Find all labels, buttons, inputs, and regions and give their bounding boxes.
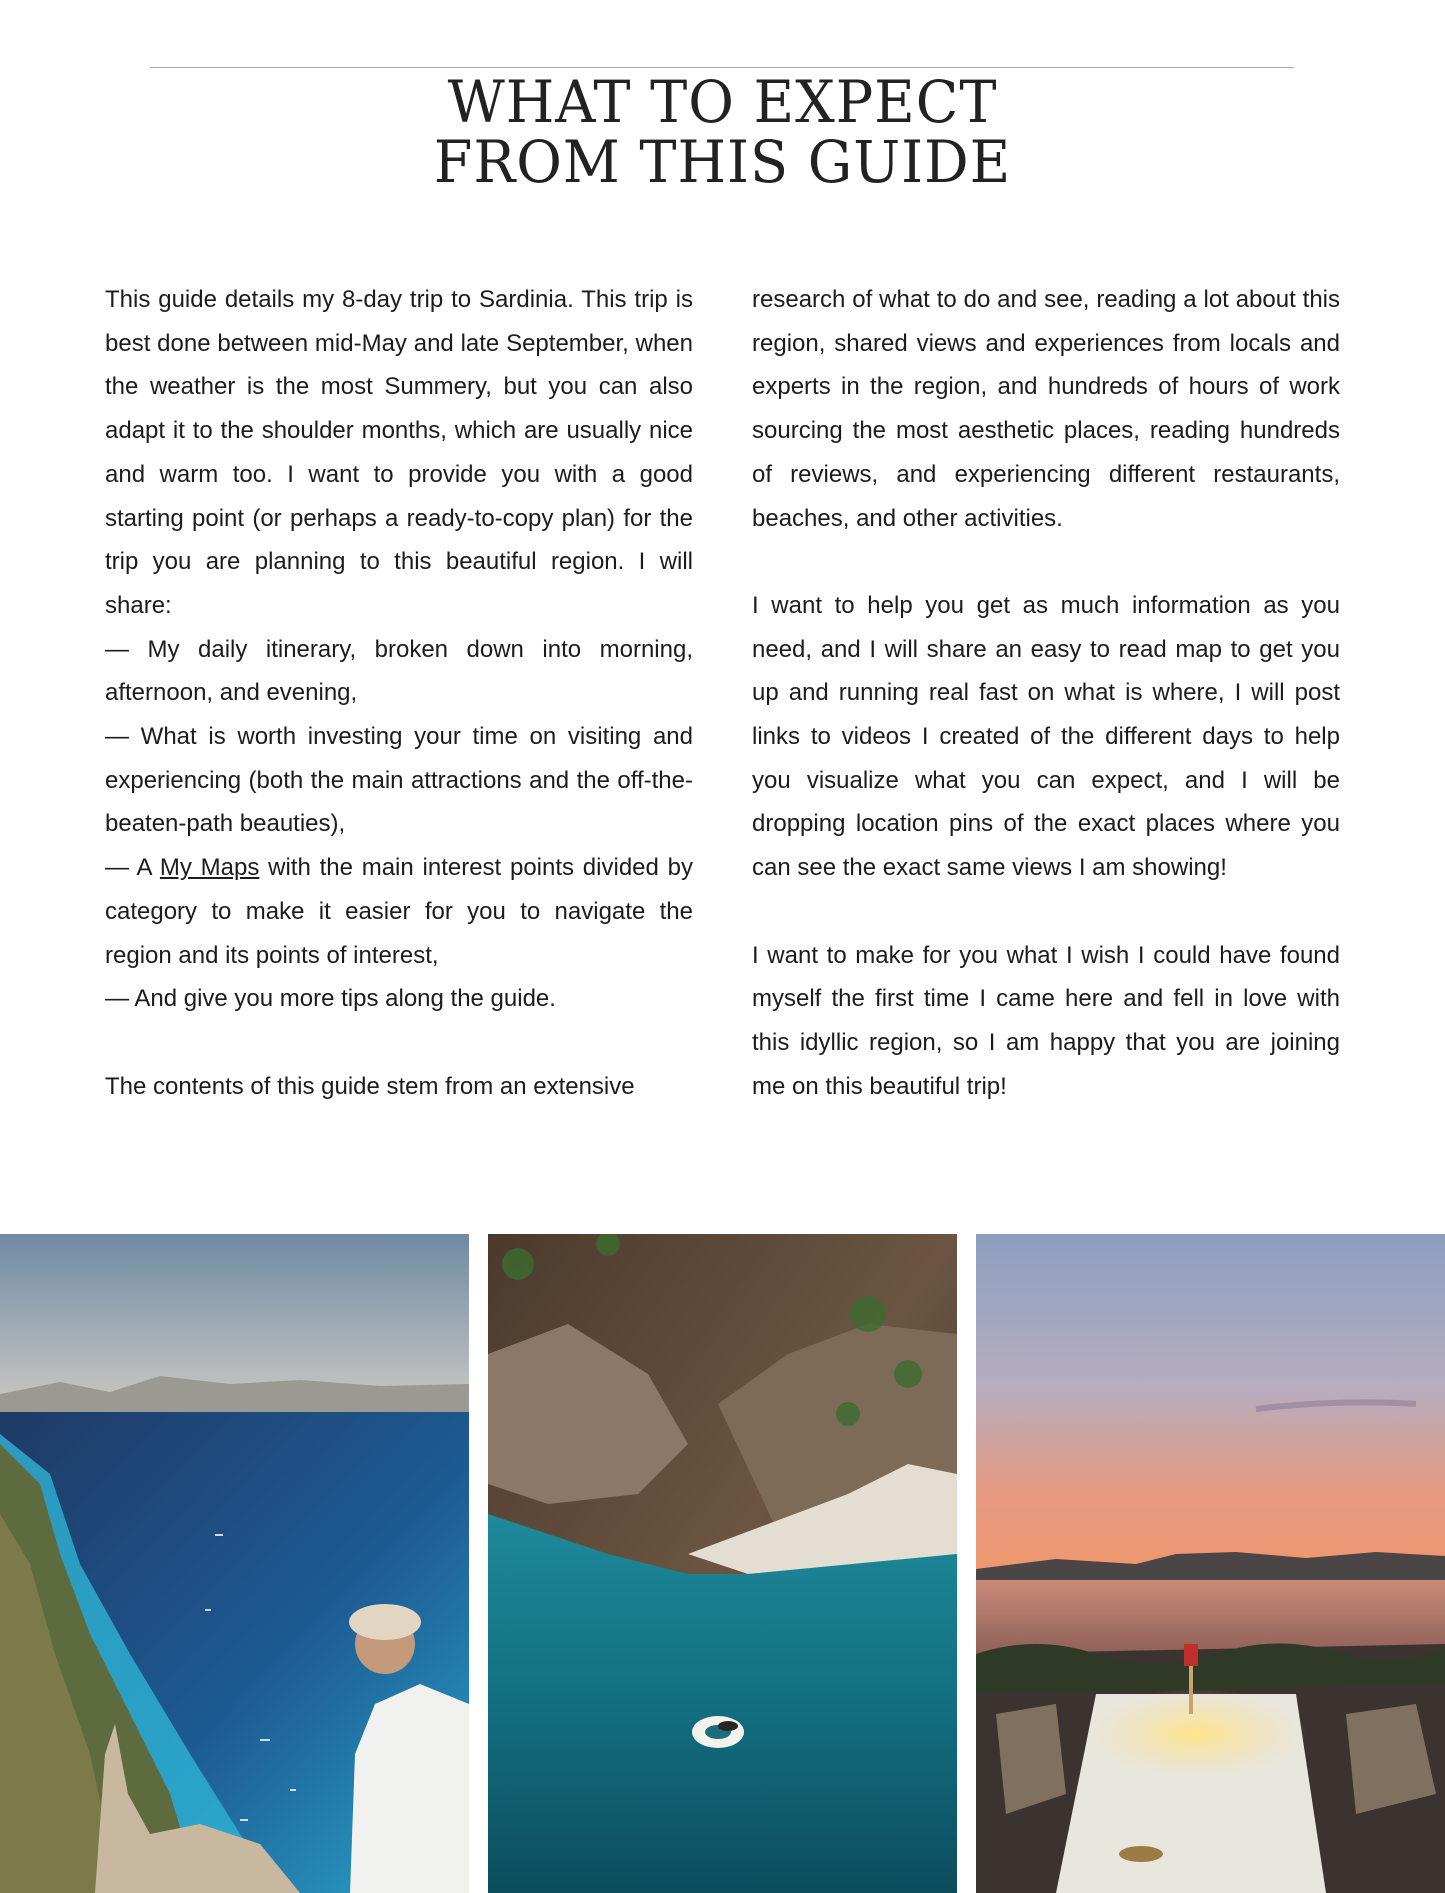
list-item [105,846,693,977]
sunset-dinner-table-photo [976,1234,1445,1893]
intro-paragraph: This guide details my 8-day trip to Sardinia. This trip is best done between mid-May and late September, when the weather is the most Summery, but you can also adapt it to the shoulder months, which are usually nice and warm too. I want to provide you with a good starting point (or perhaps a ready-to-copy plan) for the trip you are planning to this beautiful region. I will share: [105,286,693,619]
list-item: — My daily itinerary, broken down into morning, afternoon, and evening, [105,635,693,707]
bullet-prefix: — A [105,854,160,882]
paragraph-gap [105,1021,693,1065]
list-item: — What is worth investing your time on visiting and experiencing (both the main attractions and the off-the-beaten-path beauties), [105,723,693,838]
right-text-column [752,278,1340,1108]
title-line-1: WHAT TO EXPECT [447,68,998,136]
list-item: — And give you more tips along the guide. [105,985,556,1013]
turquoise-cove-photo [488,1234,957,1893]
closing-paragraph: I want to make for you what I wish I could have found myself the first time I came here and fell in love with this idyllic region, so I am happy that you are joining me on this beautiful trip! [752,941,1340,1100]
map-paragraph: I want to help you get as much information as you need, and I will share an easy to read map to get you up and running real fast on what is where, I will post links to videos I created of the different days to help you visualize what you can expect, and I will be dropping location pins of the exact places where you can see the exact same views I am showing! [752,591,1340,882]
title-line-2: FROM THIS GUIDE [433,128,1012,196]
my-maps-link[interactable]: My Maps [159,854,260,882]
coastline-cliff-photo [0,1234,469,1893]
paragraph-gap [752,890,1340,934]
paragraph-gap [752,540,1340,584]
contents-paragraph-start: The contents of this guide stem from an extensive [105,1072,635,1100]
contents-paragraph-cont: research of what to do and see, reading a lot about this region, shared views and experiences from locals and experts in the region, and hundreds of hours of work sourcing the most aesthetic places, reading hundreds of reviews, and experiencing different restaurants, beaches, and other activities. [752,286,1340,532]
bullet-suffix: with the main interest points divided by category to make it easier for you to navigate the region and its points of interest, [105,854,693,969]
page-title [29,68,1416,196]
photo-strip [0,1234,1445,1893]
left-text-column [105,278,693,1108]
